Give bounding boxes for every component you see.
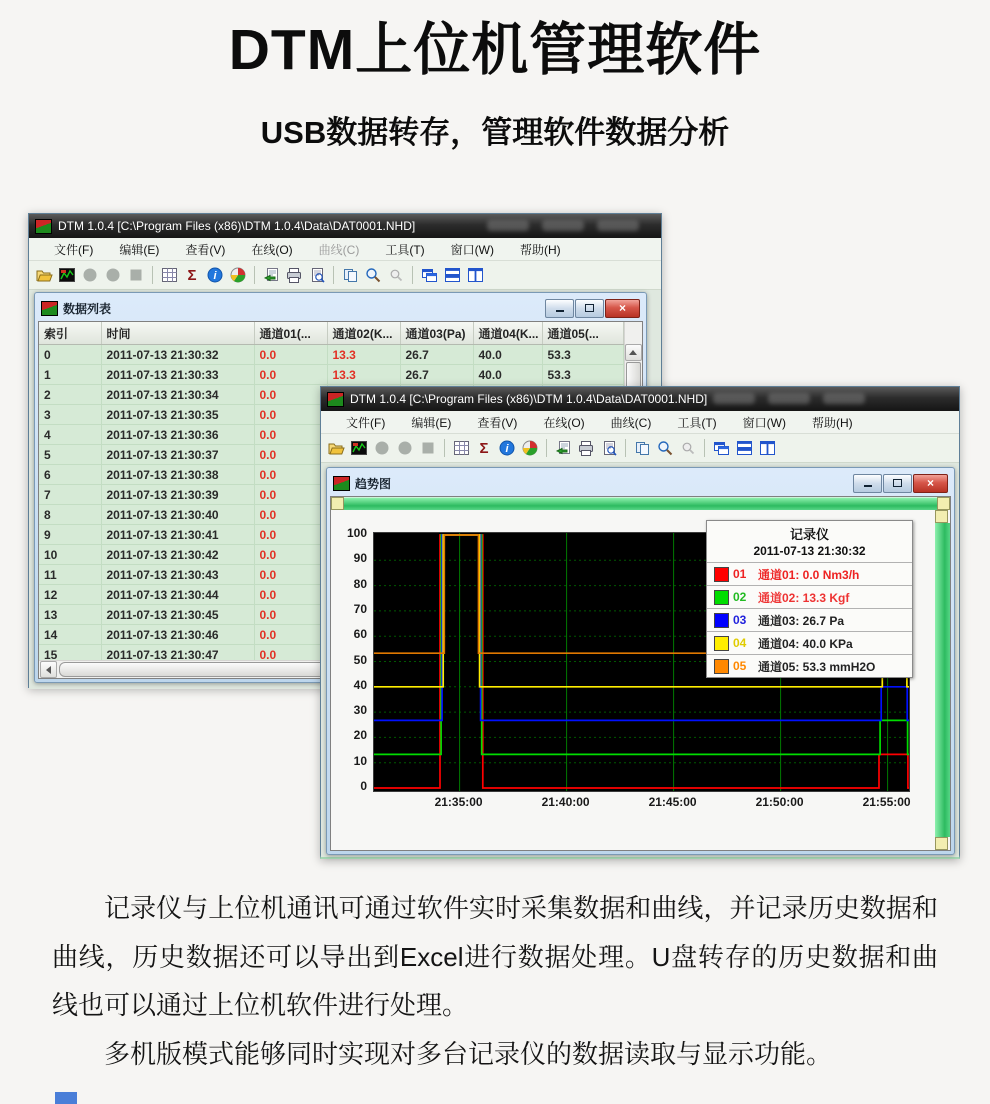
menu-item-1[interactable]: 文件(F) <box>346 415 386 430</box>
pie-chart-icon[interactable] <box>520 438 540 458</box>
table-cell: 40.0 <box>473 365 542 385</box>
print-icon[interactable] <box>284 265 304 285</box>
menu-item-5[interactable]: 曲线(C) <box>610 415 652 430</box>
close-button[interactable]: × <box>605 299 640 318</box>
restore-button[interactable] <box>575 299 604 318</box>
cascade-windows-icon[interactable] <box>419 265 439 285</box>
legend-timestamp: 2011-07-13 21:30:32 <box>753 544 866 558</box>
trend-content <box>330 496 951 851</box>
table-cell: 7 <box>39 485 101 505</box>
cascade-windows-icon[interactable] <box>711 438 731 458</box>
horizontal-scroll-track[interactable] <box>344 497 937 510</box>
toolbar-separator <box>152 266 153 284</box>
table-cell: 0 <box>39 345 101 365</box>
svg-text:i: i <box>213 270 217 282</box>
export-icon[interactable] <box>553 438 573 458</box>
table-cell: 6 <box>39 465 101 485</box>
table-cell: 2011-07-13 21:30:38 <box>101 465 254 485</box>
scroll-down-button[interactable] <box>935 837 948 850</box>
tile-horizontal-icon[interactable] <box>442 265 462 285</box>
menu-item-7[interactable]: 窗口(W) <box>450 242 494 257</box>
window1-menubar <box>29 238 661 261</box>
table-cell: 10 <box>39 545 101 565</box>
column-header[interactable]: 索引 <box>39 322 101 345</box>
table-cell: 2011-07-13 21:30:39 <box>101 485 254 505</box>
data-list-title: 数据列表 <box>63 301 112 316</box>
menu-item-5[interactable]: 曲线(C) <box>318 242 360 257</box>
legend-channel-label: 通道04: 40.0 KPa <box>758 636 853 651</box>
trend-titlebar[interactable] <box>329 470 952 496</box>
table-cell: 2011-07-13 21:30:36 <box>101 425 254 445</box>
menu-item-3[interactable]: 查看(V) <box>185 242 226 257</box>
legend-color-swatch <box>714 636 729 651</box>
table-cell: 0.0 <box>254 425 327 445</box>
chart-area <box>331 510 935 850</box>
svg-text:i: i <box>505 443 509 455</box>
minimize-button[interactable] <box>853 474 882 493</box>
table-cell: 0.0 <box>254 405 327 425</box>
window2-mdi-area <box>321 463 959 857</box>
chart-legend <box>706 520 913 678</box>
open-file-icon[interactable] <box>326 438 346 458</box>
toolbar-separator <box>704 439 705 457</box>
table-cell: 8 <box>39 505 101 525</box>
table-cell: 2011-07-13 21:30:42 <box>101 545 254 565</box>
table-cell: 0.0 <box>254 585 327 605</box>
toolbar-separator <box>625 439 626 457</box>
window-controls <box>545 299 640 318</box>
scroll-left-button[interactable] <box>331 497 344 510</box>
table-cell: 9 <box>39 525 101 545</box>
table-cell: 13.3 <box>327 345 400 365</box>
zoom-small-icon[interactable] <box>678 438 698 458</box>
chart-vertical-scrollbar[interactable] <box>935 510 950 850</box>
info-icon[interactable] <box>497 438 517 458</box>
titlebar-smudge <box>487 220 529 231</box>
window2-toolbar <box>321 434 959 463</box>
window1-title: DTM 1.0.4 [C:\Program Files (x86)\DTM 1.0.4\Data\DAT0001.NHD] <box>58 219 416 233</box>
titlebar-smudge <box>542 220 584 231</box>
x-axis-tick-label: 21:55:00 <box>862 795 911 809</box>
table-cell: 14 <box>39 625 101 645</box>
x-axis-tick-label: 21:35:00 <box>434 795 483 809</box>
legend-entry <box>707 631 912 654</box>
table-cell: 0.0 <box>254 465 327 485</box>
x-axis-tick-label: 21:45:00 <box>648 795 697 809</box>
y-axis-tick-label: 50 <box>353 652 367 667</box>
table-cell: 2011-07-13 21:30:44 <box>101 585 254 605</box>
toolbar-separator <box>254 266 255 284</box>
menu-item-3[interactable]: 查看(V) <box>477 415 518 430</box>
column-header[interactable]: 通道01(... <box>254 322 327 345</box>
main-window-2 <box>320 386 960 859</box>
restore-button[interactable] <box>883 474 912 493</box>
chart-horizontal-scrollbar[interactable] <box>331 497 950 510</box>
vertical-scroll-track[interactable] <box>935 523 950 837</box>
app-icon <box>35 219 52 234</box>
y-axis-tick-label: 80 <box>353 576 367 591</box>
titlebar-smudge <box>597 220 639 231</box>
titlebar-smudge <box>713 393 755 404</box>
legend-entry <box>707 585 912 608</box>
legend-color-swatch <box>714 659 729 674</box>
table-cell: 2011-07-13 21:30:43 <box>101 565 254 585</box>
menu-item-7[interactable]: 窗口(W) <box>742 415 786 430</box>
window2-titlebar[interactable] <box>321 387 959 411</box>
grid-table-icon[interactable] <box>159 265 179 285</box>
table-cell: 2011-07-13 21:30:37 <box>101 445 254 465</box>
table-cell: 0.0 <box>254 345 327 365</box>
data-list-titlebar[interactable] <box>37 295 644 321</box>
y-axis-tick-label: 20 <box>353 728 367 743</box>
table-cell: 0.0 <box>254 385 327 405</box>
trend-window <box>326 467 955 855</box>
toolbar-separator <box>333 266 334 284</box>
column-header[interactable]: 通道02(K... <box>327 322 400 345</box>
table-cell: 2011-07-13 21:30:41 <box>101 525 254 545</box>
app-icon <box>327 392 344 407</box>
legend-channel-id: 02 <box>733 590 747 604</box>
table-cell: 2 <box>39 385 101 405</box>
menu-item-1[interactable]: 文件(F) <box>54 242 94 257</box>
table-cell: 15 <box>39 645 101 661</box>
legend-title: 记录仪 <box>789 527 829 542</box>
y-axis-tick-label: 40 <box>353 677 367 692</box>
table-cell: 5 <box>39 445 101 465</box>
table-cell: 2011-07-13 21:30:47 <box>101 645 254 661</box>
menu-item-8[interactable]: 帮助(H) <box>519 242 561 257</box>
print-icon[interactable] <box>576 438 596 458</box>
app-icon <box>41 301 58 316</box>
legend-channel-label: 通道01: 0.0 Nm3/h <box>758 567 860 582</box>
menu-item-6[interactable]: 工具(T) <box>677 415 717 430</box>
sigma-icon[interactable]: Σ <box>187 266 197 284</box>
sigma-icon[interactable]: Σ <box>479 439 489 457</box>
legend-channel-id: 03 <box>733 613 747 627</box>
table-cell: 0.0 <box>254 645 327 661</box>
table-cell: 40.0 <box>473 345 542 365</box>
stop-icon[interactable] <box>126 265 146 285</box>
copy-icon[interactable] <box>340 265 360 285</box>
table-cell: 2011-07-13 21:30:32 <box>101 345 254 365</box>
titlebar-smudge <box>823 393 865 404</box>
y-axis-tick-label: 0 <box>360 779 367 793</box>
table-cell: 0.0 <box>254 625 327 645</box>
table-cell: 2011-07-13 21:30:35 <box>101 405 254 425</box>
window1-titlebar[interactable] <box>29 214 661 238</box>
app-icon <box>333 476 350 491</box>
info-icon[interactable] <box>205 265 225 285</box>
tile-horizontal-icon[interactable] <box>734 438 754 458</box>
scroll-left-button[interactable] <box>40 661 57 678</box>
column-header[interactable]: 通道04(K... <box>473 322 542 345</box>
grid-table-icon[interactable] <box>451 438 471 458</box>
table-cell: 13 <box>39 605 101 625</box>
y-axis-tick-label: 30 <box>353 703 367 718</box>
table-cell: 2011-07-13 21:30:40 <box>101 505 254 525</box>
copy-icon[interactable] <box>632 438 652 458</box>
table-cell: 53.3 <box>542 345 623 365</box>
legend-channel-label: 通道03: 26.7 Pa <box>758 613 845 628</box>
zoom-icon[interactable] <box>655 438 675 458</box>
table-cell: 2011-07-13 21:30:34 <box>101 385 254 405</box>
scroll-right-button[interactable] <box>937 497 950 510</box>
column-header[interactable]: 通道05(... <box>542 322 623 345</box>
menu-item-4[interactable]: 在线(O) <box>543 415 585 430</box>
record-icon[interactable] <box>372 438 392 458</box>
x-axis-tick-label: 21:50:00 <box>755 795 804 809</box>
legend-channel-id: 01 <box>733 567 747 581</box>
app-chart-icon[interactable] <box>57 265 77 285</box>
legend-channel-label: 通道02: 13.3 Kgf <box>758 590 850 605</box>
y-axis-tick-label: 100 <box>346 526 367 540</box>
x-axis-tick-label: 21:40:00 <box>541 795 590 809</box>
table-cell: 0.0 <box>254 365 327 385</box>
trend-title: 趋势图 <box>355 476 392 491</box>
legend-channel-id: 04 <box>733 636 747 650</box>
page-title: DTM上位机管理软件 <box>228 18 762 82</box>
legend-entry <box>707 654 912 677</box>
table-cell: 12 <box>39 585 101 605</box>
decorative-blue-corner <box>55 1092 77 1104</box>
table-cell: 13.3 <box>327 365 400 385</box>
window2-menubar <box>321 411 959 434</box>
table-cell: 0.0 <box>254 525 327 545</box>
close-button[interactable]: × <box>913 474 948 493</box>
table-cell: 2011-07-13 21:30:45 <box>101 605 254 625</box>
stop-icon[interactable] <box>418 438 438 458</box>
table-cell: 1 <box>39 365 101 385</box>
window2-title: DTM 1.0.4 [C:\Program Files (x86)\DTM 1.0.4\Data\DAT0001.NHD] <box>350 392 708 406</box>
table-cell: 0.0 <box>254 605 327 625</box>
table-cell: 11 <box>39 565 101 585</box>
menu-item-6[interactable]: 工具(T) <box>385 242 425 257</box>
legend-channel-label: 通道05: 53.3 mmH2O <box>758 659 876 674</box>
export-icon[interactable] <box>261 265 281 285</box>
record-icon[interactable] <box>80 265 100 285</box>
print-preview-icon[interactable] <box>599 438 619 458</box>
y-axis-tick-label: 70 <box>353 601 367 616</box>
table-cell: 53.3 <box>542 365 623 385</box>
table-cell: 0.0 <box>254 545 327 565</box>
toolbar-separator <box>412 266 413 284</box>
record-secondary-icon[interactable] <box>103 265 123 285</box>
page-subtitle: USB数据转存，管理软件数据分析 <box>260 115 730 150</box>
table-cell: 0.0 <box>254 505 327 525</box>
menu-item-2[interactable]: 编辑(E) <box>411 415 452 430</box>
toolbar-separator <box>444 439 445 457</box>
menu-item-4[interactable]: 在线(O) <box>251 242 293 257</box>
open-file-icon[interactable] <box>34 265 54 285</box>
window-controls <box>853 474 948 493</box>
toolbar-separator <box>546 439 547 457</box>
scroll-up-button[interactable] <box>625 344 642 361</box>
record-secondary-icon[interactable] <box>395 438 415 458</box>
table-row[interactable] <box>39 365 623 385</box>
y-axis-tick-label: 60 <box>353 627 367 642</box>
print-preview-icon[interactable] <box>307 265 327 285</box>
column-header[interactable]: 时间 <box>101 322 254 345</box>
table-cell: 26.7 <box>400 345 473 365</box>
table-cell: 26.7 <box>400 365 473 385</box>
zoom-icon[interactable] <box>363 265 383 285</box>
titlebar-smudge <box>768 393 810 404</box>
app-chart-icon[interactable] <box>349 438 369 458</box>
table-cell: 3 <box>39 405 101 425</box>
description-text <box>52 884 938 1078</box>
legend-color-swatch <box>714 567 729 582</box>
y-axis-tick-label: 90 <box>353 551 367 566</box>
minimize-button[interactable] <box>545 299 574 318</box>
legend-color-swatch <box>714 613 729 628</box>
table-cell: 0.0 <box>254 485 327 505</box>
menu-item-2[interactable]: 编辑(E) <box>119 242 160 257</box>
menu-item-8[interactable]: 帮助(H) <box>811 415 853 430</box>
column-header[interactable]: 通道03(Pa) <box>400 322 473 345</box>
table-row[interactable] <box>39 345 623 365</box>
window1-toolbar <box>29 261 661 290</box>
legend-entry <box>707 562 912 585</box>
zoom-small-icon[interactable] <box>386 265 406 285</box>
table-cell: 2011-07-13 21:30:33 <box>101 365 254 385</box>
table-cell: 0.0 <box>254 565 327 585</box>
y-axis-tick-label: 10 <box>353 753 367 768</box>
legend-entry <box>707 608 912 631</box>
description-paragraph-1: 记录仪与上位机通讯可通过软件实时采集数据和曲线，并记录历史数据和曲线，历史数据还可以导出到Excel进行数据处理。U盘转存的历史数据和曲线也可以通过上位机软件进行处理。 <box>52 893 938 1021</box>
table-cell: 4 <box>39 425 101 445</box>
legend-channel-id: 05 <box>733 659 747 673</box>
tile-vertical-icon[interactable] <box>757 438 777 458</box>
table-cell: 2011-07-13 21:30:46 <box>101 625 254 645</box>
table-cell: 0.0 <box>254 445 327 465</box>
legend-color-swatch <box>714 590 729 605</box>
pie-chart-icon[interactable] <box>228 265 248 285</box>
description-paragraph-2: 多机版模式能够同时实现对多台记录仪的数据读取与显示功能。 <box>104 1038 833 1069</box>
scroll-up-button[interactable] <box>935 510 948 523</box>
tile-vertical-icon[interactable] <box>465 265 485 285</box>
